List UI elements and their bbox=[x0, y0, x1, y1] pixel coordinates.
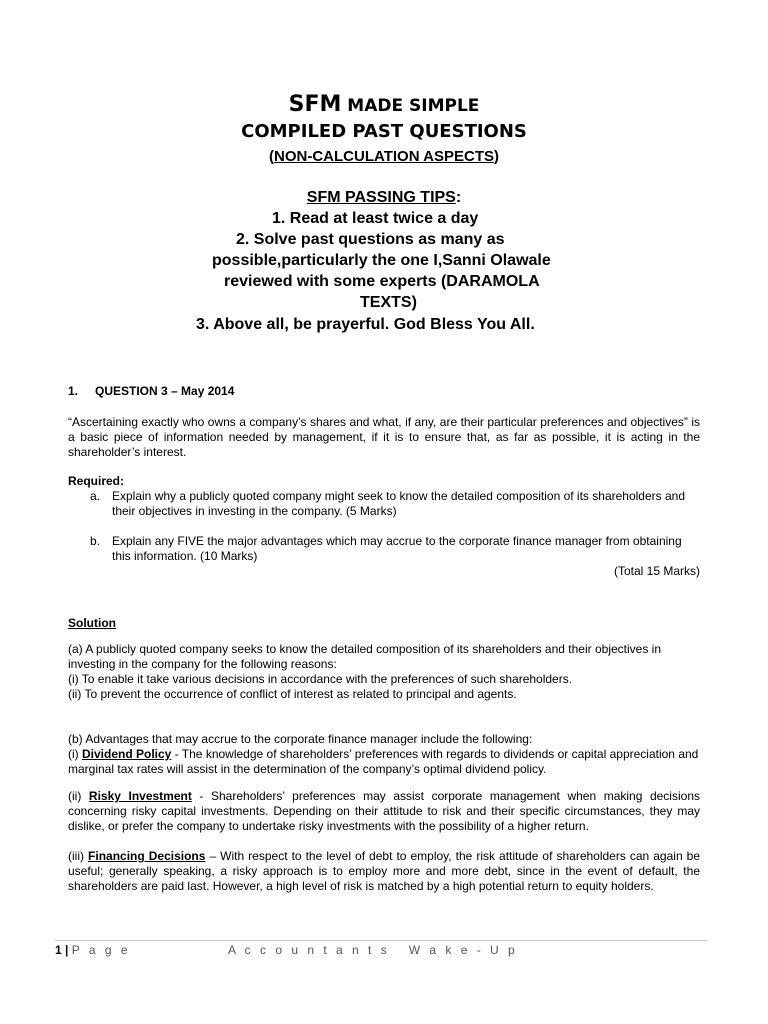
required-label: Required: bbox=[68, 474, 125, 488]
part-text: Explain why a publicly quoted company might seek to know the detailed composition of its shareholders and their objectives in investing in the company. (5 Marks) bbox=[112, 489, 685, 518]
page-sep: | bbox=[61, 943, 72, 957]
paren-close: ) bbox=[494, 148, 499, 165]
title-sfm: SFM bbox=[288, 92, 342, 117]
footer-title: A c c o u n t a n t s W a k e - U p bbox=[228, 943, 518, 957]
total-marks: (Total 15 Marks) bbox=[613, 564, 700, 578]
tips-heading bbox=[0, 189, 768, 207]
noncalc-label: NON-CALCULATION ASPECTS bbox=[274, 148, 494, 165]
doc-subtitle: COMPILED PAST QUESTIONS bbox=[241, 121, 527, 142]
term-dividend-policy: Dividend Policy bbox=[82, 747, 172, 761]
solution-b-ii bbox=[68, 789, 700, 834]
term-risky-investment: Risky Investment bbox=[88, 789, 192, 803]
item-prefix: (i) bbox=[68, 747, 82, 761]
item-prefix: (iii) bbox=[68, 849, 89, 863]
question-intro: “Ascertaining exactly who owns a company’s shares and what, if any, are their particular preferences and objectives” is a basic piece of information needed by management, if it is to ensure that, as far as possible, it is acting in the shareholder’s interest. bbox=[68, 415, 700, 459]
part-letter: b. bbox=[90, 534, 101, 548]
solution-b-iii bbox=[68, 849, 700, 894]
item-text: – With respect to the level of debt to employ, the risk attitude of shareholders can again be useful; generally speaking, a risky approach is to employ more and more debt, since in the event of default, the shareholders are paid last. However, a high level of risk is matched by a high potential return to equity holders. bbox=[68, 849, 700, 893]
solution-a-ii: (ii) To prevent the occurrence of conflict of interest as related to principal and agents. bbox=[68, 687, 517, 701]
question-number: 1. bbox=[68, 384, 79, 398]
solution-a-i: (i) To enable it take various decisions in accordance with the preferences of such shareholders. bbox=[68, 672, 573, 686]
footer-divider bbox=[55, 940, 708, 941]
tip-line: reviewed with some experts (DARAMOLA bbox=[224, 273, 540, 290]
solution-heading: Solution bbox=[68, 616, 116, 630]
question-title: QUESTION 3 – May 2014 bbox=[95, 384, 235, 398]
title-made-simple: MADE SIMPLE bbox=[341, 96, 480, 116]
part-letter: a. bbox=[90, 489, 101, 503]
tip-line: 2. Solve past questions as many as bbox=[236, 231, 505, 248]
tips-colon: : bbox=[455, 189, 462, 206]
term-financing-decisions: Financing Decisions bbox=[88, 849, 206, 863]
footer-page bbox=[55, 943, 131, 957]
tip-line: 1. Read at least twice a day bbox=[272, 210, 479, 227]
item-prefix: (ii) bbox=[68, 789, 89, 803]
item-text: - Shareholders’ preferences may assist corporate management when making decisions concerning risky capital investments. Depending on their attitude to risk and their specific circumstances, they may dislike, or prefer the company to undertake risky investments with the possibility of a higher return. bbox=[68, 789, 700, 833]
tips-heading-text: SFM PASSING TIPS bbox=[306, 189, 456, 206]
item-text: - The knowledge of shareholders’ preferences with regards to dividends or capital appreciation and marginal tax rates will assist in the determination of the company’s optimal dividend policy. bbox=[68, 747, 699, 776]
tip-line: 3. Above all, be prayerful. God Bless You All. bbox=[196, 316, 535, 333]
solution-a-intro: (a) A publicly quoted company seeks to know the detailed composition of its shareholders and their objectives in investing in the company for the following reasons: bbox=[68, 642, 662, 671]
tip-line: possible,particularly the one I,Sanni Olawale bbox=[212, 252, 551, 269]
part-text: Explain any FIVE the major advantages which may accrue to the corporate finance manager from obtaining this information. (10 Marks) bbox=[112, 534, 682, 563]
doc-subtitle-aspects bbox=[0, 148, 768, 165]
paren-open: ( bbox=[269, 148, 274, 165]
solution-b-i bbox=[68, 747, 700, 777]
page-word: P a g e bbox=[71, 943, 131, 957]
solution-b-intro: (b) Advantages that may accrue to the corporate finance manager include the following: bbox=[68, 732, 533, 746]
tip-line: TEXTS) bbox=[360, 294, 417, 311]
doc-title bbox=[0, 92, 768, 117]
page-number: 1 bbox=[55, 943, 62, 957]
